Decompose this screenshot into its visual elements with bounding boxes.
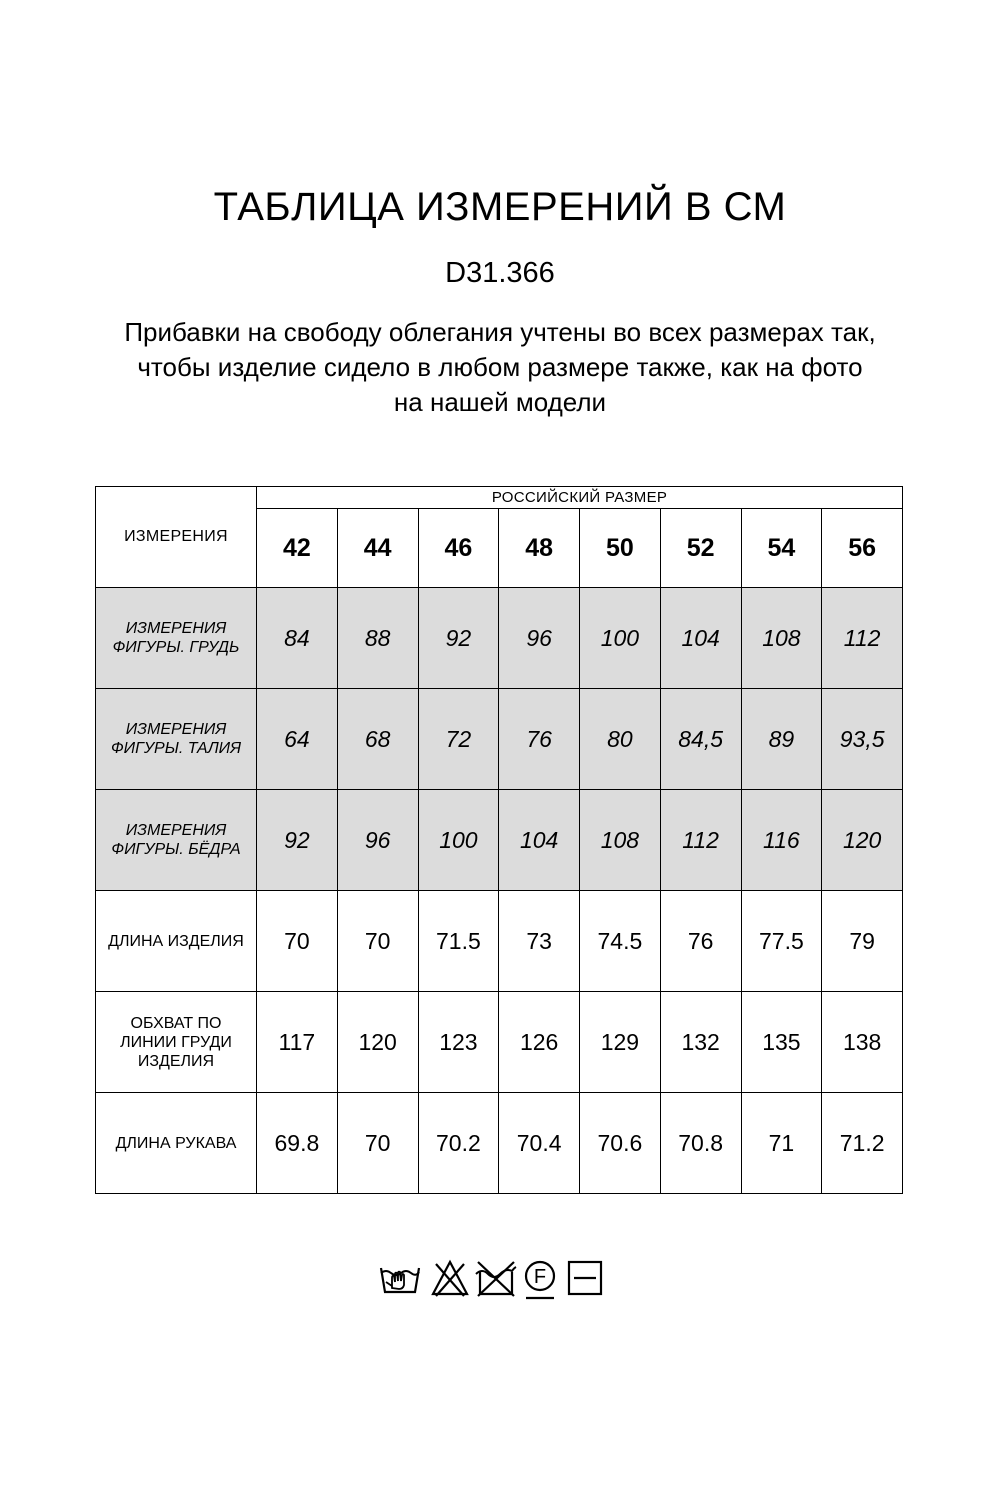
do-not-bleach-icon (430, 1258, 470, 1298)
measurement-label-line: ДЛИНА ИЗДЕЛИЯ (108, 932, 244, 950)
fit-note-line: на нашей модели (393, 387, 607, 417)
measurement-label (96, 891, 257, 992)
measurement-value: 123 (418, 992, 499, 1093)
care-symbols (378, 1258, 628, 1302)
measurement-value: 80 (580, 689, 661, 790)
measurement-value: 100 (580, 588, 661, 689)
measurement-value: 68 (337, 689, 418, 790)
measurement-value: 70 (337, 891, 418, 992)
fit-note-line: чтобы изделие сидело в любом размере также, как на фото (137, 352, 863, 382)
measurement-value: 70.4 (499, 1093, 580, 1194)
measurement-label-line: ИЗМЕРЕНИЯ (125, 822, 227, 839)
measurement-row (96, 689, 903, 790)
measurement-value: 96 (499, 588, 580, 689)
measurement-label-line: ЛИНИИ ГРУДИ (120, 1033, 232, 1051)
size-header-cell: 54 (741, 509, 822, 588)
measurement-label (96, 790, 257, 891)
measurement-value: 76 (660, 891, 741, 992)
size-header-cell: 52 (660, 509, 741, 588)
measurement-row (96, 891, 903, 992)
measurement-label-line: ФИГУРЫ. ТАЛИЯ (110, 740, 242, 757)
measurement-row (96, 1093, 903, 1194)
measurement-label (96, 992, 257, 1093)
page-title: ТАБЛИЦА ИЗМЕРЕНИЙ В СМ (213, 185, 787, 229)
measurement-label-line: ФИГУРЫ. БЁДРА (111, 841, 241, 858)
measurement-value: 76 (499, 689, 580, 790)
measurement-label (96, 588, 257, 689)
measurement-row (96, 588, 903, 689)
measurement-label-line: ИЗМЕРЕНИЯ (125, 620, 227, 637)
measurement-value: 70.8 (660, 1093, 741, 1194)
measurement-row (96, 790, 903, 891)
fit-note-line: Прибавки на свободу облегания учтены во всех размерах так, (124, 317, 876, 347)
size-header-cell: 48 (499, 509, 580, 588)
measurement-value: 104 (660, 588, 741, 689)
measurement-value: 70 (257, 891, 338, 992)
size-header-cell: 44 (337, 509, 418, 588)
fit-note (50, 315, 950, 420)
measurement-label-line: ОБХВАТ ПО (130, 1014, 222, 1032)
measurement-value: 72 (418, 689, 499, 790)
professional-cleaning-letter: F (533, 1266, 547, 1288)
measurement-label-line: ФИГУРЫ. ГРУДЬ (112, 639, 240, 656)
measurement-value: 135 (741, 992, 822, 1093)
measurement-value: 84,5 (660, 689, 741, 790)
header-row (96, 487, 903, 509)
article-number: D31.366 (445, 257, 555, 289)
measurement-value: 93,5 (822, 689, 903, 790)
measurement-value: 117 (257, 992, 338, 1093)
measurement-value: 92 (418, 588, 499, 689)
size-table (95, 486, 903, 1194)
measurement-value: 112 (822, 588, 903, 689)
measurement-value: 108 (741, 588, 822, 689)
measurement-value: 71 (741, 1093, 822, 1194)
measurement-value: 70.2 (418, 1093, 499, 1194)
measurement-label (96, 689, 257, 790)
professional-cleaning-f-icon (522, 1258, 558, 1302)
measurement-value: 129 (580, 992, 661, 1093)
measurement-label-line: ИЗМЕРЕНИЯ (125, 721, 227, 738)
measurement-value: 89 (741, 689, 822, 790)
measurement-value: 71.2 (822, 1093, 903, 1194)
measurement-label (96, 1093, 257, 1194)
size-header-cell: 46 (418, 509, 499, 588)
measurements-header: ИЗМЕРЕНИЯ (96, 487, 257, 588)
measurement-value: 100 (418, 790, 499, 891)
measurement-value: 92 (257, 790, 338, 891)
measurement-value: 108 (580, 790, 661, 891)
measurement-value: 138 (822, 992, 903, 1093)
line-dry-icon (566, 1258, 604, 1298)
size-header-cell: 56 (822, 509, 903, 588)
measurement-value: 73 (499, 891, 580, 992)
measurement-value: 84 (257, 588, 338, 689)
measurement-value: 104 (499, 790, 580, 891)
measurement-value: 132 (660, 992, 741, 1093)
measurement-value: 96 (337, 790, 418, 891)
measurement-value: 77.5 (741, 891, 822, 992)
measurement-value: 74.5 (580, 891, 661, 992)
size-header-cell: 42 (257, 509, 338, 588)
measurement-value: 71.5 (418, 891, 499, 992)
measurement-value: 64 (257, 689, 338, 790)
measurement-row (96, 992, 903, 1093)
size-header-cell: 50 (580, 509, 661, 588)
hand-wash-icon (378, 1258, 422, 1298)
measurement-label-line: ДЛИНА РУКАВА (115, 1134, 237, 1152)
measurement-value: 88 (337, 588, 418, 689)
measurement-value: 126 (499, 992, 580, 1093)
measurement-value: 70 (337, 1093, 418, 1194)
measurement-value: 79 (822, 891, 903, 992)
measurement-value: 120 (822, 790, 903, 891)
do-not-tumble-dry-icon (474, 1258, 518, 1298)
measurement-value: 69.8 (257, 1093, 338, 1194)
measurement-value: 116 (741, 790, 822, 891)
measurement-value: 70.6 (580, 1093, 661, 1194)
measurement-value: 112 (660, 790, 741, 891)
measurement-value: 120 (337, 992, 418, 1093)
size-group-header: РОССИЙСКИЙ РАЗМЕР (257, 487, 903, 509)
measurement-label-line: ИЗДЕЛИЯ (137, 1052, 215, 1070)
